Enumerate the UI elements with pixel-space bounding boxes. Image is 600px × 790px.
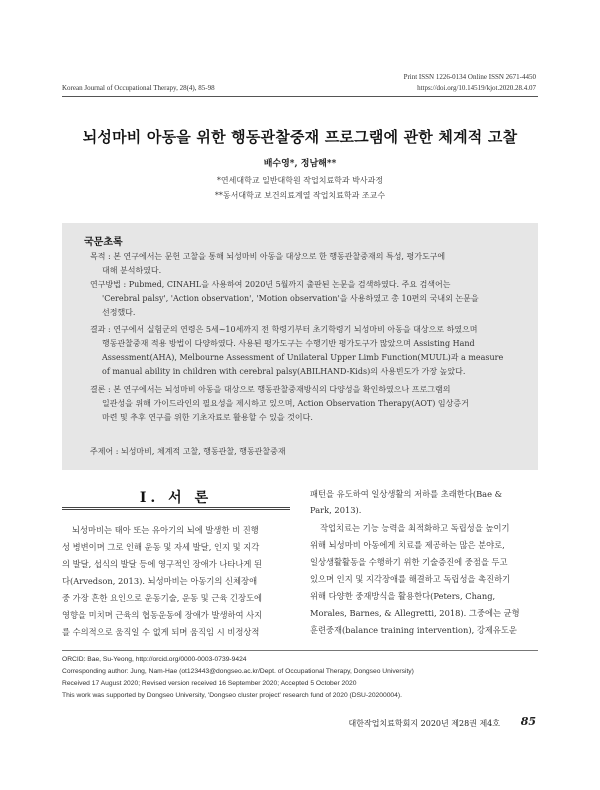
section-rule: [62, 509, 290, 510]
body-line: 있으며 인지 및 지각장애를 해결하고 독립성을 촉진하기: [310, 574, 511, 584]
body-line: Morales, Barnes, & Allegretti, 2018). 그중에는 균형: [310, 608, 520, 618]
issn-doi-block: [404, 72, 536, 94]
affiliation-1: *연세대학교 일반대학원 작업치료학과 박사과정: [216, 176, 384, 185]
abstract-line: 일관성을 위해 가이드라인의 필요성을 제시하고 있으며, Action Observation Therapy(AOT) 임상증거: [102, 399, 469, 408]
abstract-heading: 국문초록: [84, 237, 123, 248]
abstract-line: 결과 : 연구에서 실험군의 연령은 5세~10세까지 전 학령기부터 초기학령기 뇌성마비 아동을 대상으로 하였으며: [90, 325, 478, 334]
body-line: 의 발달, 섭식의 발달 등에 영구적인 장애가 나타나게 된: [62, 559, 263, 569]
body-line: 중 가장 흔한 요인으로 운동기술, 운동 및 근육 긴장도에: [62, 593, 263, 603]
keywords: 주제어 : 뇌성마비, 체계적 고찰, 행동관찰, 행동관찰중재: [90, 447, 286, 456]
footnote-dates: Received 17 August 2020; Revised version received 16 September 2020; Accepted 5 October 2020: [62, 680, 357, 687]
body-line: 훈련중재(balance training intervention), 강제유도운: [310, 625, 517, 635]
body-line: Park, 2013).: [310, 505, 362, 515]
footnote-funding: This work was supported by Dongseo University, 'Dongseo cluster project' research fund of 2020 (DSU-20200004).: [62, 692, 402, 699]
abstract-line: 마련 및 추후 연구를 위한 기초자료로 활용할 수 있을 것이다.: [102, 413, 313, 422]
abstract-line: 대해 분석하였다.: [102, 266, 162, 275]
page-number: 85: [520, 715, 536, 728]
abstract-line: 행동관찰중재 적용 방법이 다양하였다. 사용된 평가도구는 수행기반 평가도구가 많았으며 Assisting Hand: [102, 339, 475, 348]
abstract-line: 연구방법 : Pubmed, CINAHL을 사용하여 2020년 5월까지 출판된 논문을 검색하였다. 주요 검색어는: [90, 280, 451, 289]
paper-title: 뇌성마비 아동을 위한 행동관찰중재 프로그램에 관한 체계적 고찰: [82, 128, 518, 146]
footer-journal: 대한작업치료학회지 2020년 제28권 제4호: [348, 719, 500, 728]
body-line: 를 수의적으로 움직일 수 없게 되며 움직임 시 비정상적: [62, 627, 260, 637]
authors: 배수영*, 정남해**: [263, 159, 337, 169]
footnote-orcid: ORCID: Bae, Su-Yeong, http://orcid.org/0000-0003-0739-9424: [62, 656, 247, 663]
body-line: 다(Arvedson, 2013). 뇌성마비는 아동기의 신체장애: [62, 576, 258, 586]
abstract-box: [62, 223, 538, 470]
abstract-line: of manual ability in children with cerebral palsy(ABILHAND-Kids)의 사용빈도가 가장 높았다.: [102, 367, 466, 376]
footnote-corresponding: Corresponding author: Jung, Nam-Hae (ot123443@dongseo.ac.kr/Dept. of Occupational Therapy, Dongseo University): [62, 668, 414, 675]
journal-citation: Korean Journal of Occupational Therapy, 28(4), 85-98: [62, 84, 215, 92]
body-line: 위해 뇌성마비 아동에게 치료를 제공하는 많은 분야로,: [310, 540, 505, 550]
body-line: 위해 다양한 중재방식을 활용한다(Peters, Chang,: [310, 591, 496, 601]
section-rule: [62, 507, 290, 508]
footnote-rule: [62, 650, 538, 651]
body-line: 뇌성마비는 태아 또는 유아기의 뇌에 발생한 비 진행: [72, 525, 259, 535]
abstract-line: 선정했다.: [102, 308, 136, 317]
body-line: 영향을 미치며 근육의 협동운동에 장애가 발생하여 사지: [62, 610, 263, 620]
body-line: 작업치료는 기능 능력을 최적화하고 독립성을 높이기: [320, 523, 510, 533]
abstract-line: 목적 : 본 연구에서는 문헌 고찰을 통해 뇌성마비 아동을 대상으로 한 행동관찰중재의 특성, 평가도구에: [90, 252, 446, 261]
affiliation-2: **동서대학교 보건의료계열 작업치료학과 조교수: [214, 191, 386, 200]
doi-link[interactable]: https://doi.org/10.14519/kjot.2020.28.4.07: [417, 84, 536, 92]
header-rule: [62, 96, 538, 97]
body-line: 패턴을 유도하여 일상생활의 저하를 초래한다(Bae &: [310, 489, 503, 499]
abstract-line: Assessment(AHA), Melbourne Assessment of Unilateral Upper Limb Function(MUUL)과 a measure: [102, 353, 504, 362]
issn-line: Print ISSN 1226-0134 Online ISSN 2671-4450: [403, 73, 536, 81]
body-line: 성 병변이며 그로 인해 운동 및 자세 발달, 인지 및 지각: [62, 542, 260, 552]
section-title: Ⅰ. 서 론: [139, 490, 213, 506]
body-line: 일상생활활동을 수행하기 위한 기술증진에 중점을 두고: [310, 557, 508, 567]
abstract-line: 'Cerebral palsy', 'Action observation', 'Motion observation'을 사용하였고 총 10편의 국내외 논문을: [102, 294, 479, 303]
abstract-line: 결론 : 본 연구에서는 뇌성마비 아동을 대상으로 행동관찰중재방식의 다양성을 확인하였으나 프로그램의: [90, 385, 451, 394]
